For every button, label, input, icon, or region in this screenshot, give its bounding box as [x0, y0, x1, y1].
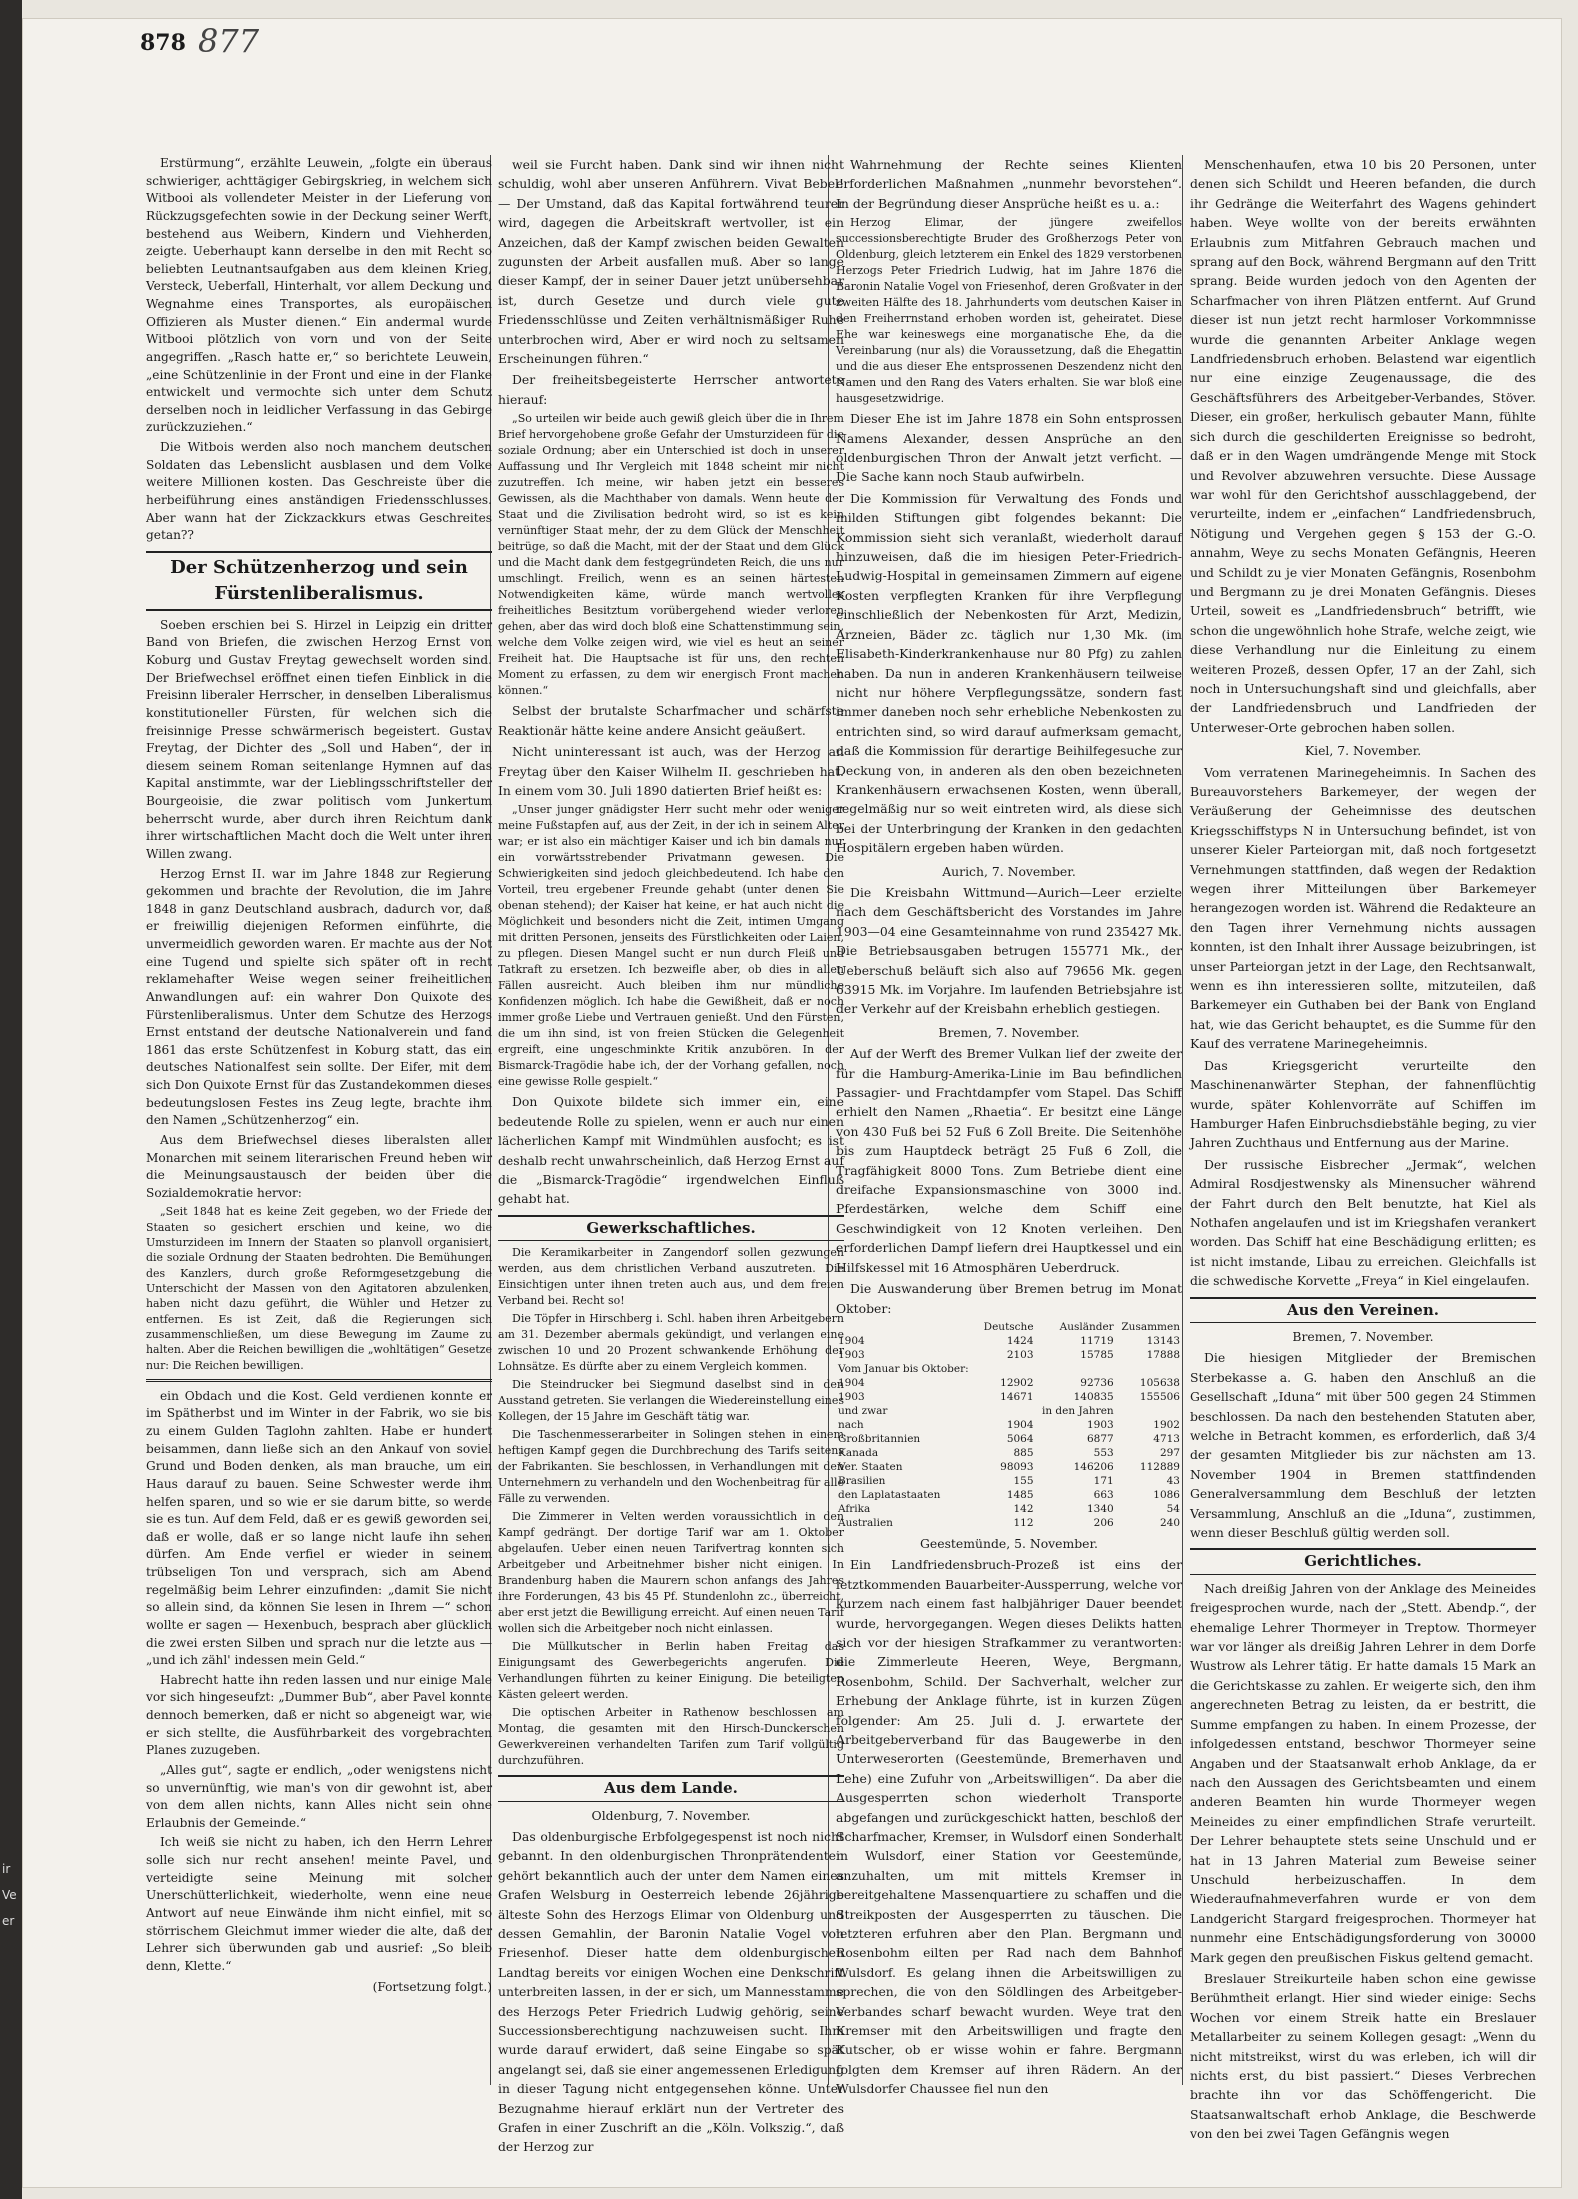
news-item: Die optischen Arbeiter in Rathenow beschlossen am Montag, die gesamten mit den Hirsch-Dunckerschen Gewerkvereinen verhandelten Tarifen zum Tarif vollgültig durchzuführen. [498, 1706, 844, 1768]
table-cell: 155 [1013, 1474, 1034, 1487]
table-cell [1036, 1362, 1116, 1376]
news-item: Die Steindrucker bei Siegmund daselbst sind in den Ausstand getreten. Sie verlangen die Wiedereinstellung eines Kollegen, der 15 Jahre im Geschäft tätig war. [498, 1378, 844, 1424]
handwritten-page-number: 877 [198, 22, 260, 60]
table-cell: 1904 [838, 1376, 865, 1389]
table-cell: 54 [1166, 1502, 1180, 1515]
dateline: Bremen, 7. November. [938, 1024, 1080, 1040]
quoted-letter: „Unser junger gnädigster Herr sucht mehr oder weniger meine Fußstapfen auf, aus der Zeit, in der ich in seinem Alter war; er ist also ein mächtiger Kaiser und ich bin damals nur ein vorwärtsstrebender Privatmann gewesen. Die Schwierigkeiten sind jedoch gleichbedeutend. Ich habe den Vorteil, treu ergebener Freunde gehabt (unter denen Sie obenan stehend); der Kaiser hat keine, er hat auch nicht die Möglichkeit und besonders nicht die Zeit, intimen Umgang mit dritten Personen, jenseits des Fürstlichkeiten oder Laien, zu pflegen. Diesen Mangel sucht er nun durch Fleiß und Tatkraft zu ersetzen. Ich bezweifle aber, ob dies in allen Fällen ausreicht. Auch bleiben ihm nur mündliche Konfidenzen möglich. Ich habe die Gewißheit, daß er noch immer große Liebe und Vertrauen genießt. Und den Fürsten, die um ihn sind, ist von freien Stücken die Gelegenheit ergreift, eine ungeschminkte Kritik anzubören. In der Bismarck-Tragödie habe ich, der der Vorhang gefallen, noch eine gewisse Rolle gespielt.“ [498, 803, 844, 1089]
table-cell: 15785 [1080, 1348, 1114, 1361]
table-cell: nach [838, 1418, 864, 1431]
article-paragraph: Selbst der brutalste Scharfmacher und schärfste Reaktionär hätte keine andere Ansicht geäußert. [498, 703, 844, 738]
news-item: Die hiesigen Mitglieder der Bremischen Sterbekasse a. G. haben den Anschluß an die Gesellschaft „Iduna“ mit über 500 gegen 24 Stimmen beschlossen. Da nach den bestehenden Statuten aber, welche in Betracht kommen, es erforderlich, daß 3/4 der gesamten Mitglieder bis zur nächsten am 13. November 1904 in Bremen stattfindenden Generalversammlung dem Beschluß der letzten Versammlung, Anschluß an die „Iduna“, zustimmen, wenn dieser Beschluß gültig werden soll. [1190, 1350, 1536, 1541]
section-heading: Gerichtliches. [1190, 1548, 1536, 1574]
table-cell [979, 1404, 1036, 1418]
table-row [836, 1432, 1182, 1446]
news-item: Das Kriegsgericht verurteilte den Maschinenanwärter Stephan, der fahnenflüchtig wurde, später Kohlenvorräte auf Schiffen im Hamburger Hafen Einbruchsdiebstähle beging, zu vier Jahren Zuchthaus und Entfernung aus der Marine. [1190, 1057, 1536, 1151]
news-item: Die Töpfer in Hirschberg i. Schl. haben ihren Arbeitgebern am 31. Dezember abermals gekündigt, und verlangen eine zwischen 10 und 20 Prozent schwankende Erhöhung der Lohnsätze. Es dürfte aber zu einem Vergleich kommen. [498, 1312, 844, 1374]
table-cell [979, 1362, 1036, 1376]
table-cell: 140835 [1073, 1390, 1114, 1403]
left-binding-strip [0, 0, 22, 2199]
table-row [836, 1446, 1182, 1460]
news-item: Nach dreißig Jahren von der Anklage des Meineides freigesprochen wurde, nach der „Stett. Abendp.“, der ehemalige Lehrer Thormeyer in Treptow. Thormeyer war vor länger als dreißig Jahren Lehrer in dem Dorfe Wustrow als Lehrer tätig. Er hatte damals 15 Mark an die Gerichtskasse zu zahlen. Er weigerte sich, den ihm angerechneten Betrag zu leisten, da er bestritt, die Summe empfangen zu haben. In einem Prozesse, der infolgedessen entstand, beschwor Thormeyer seine Angaben und der Staatsanwalt erhob Anklage, da er nach den Aussagen des Gerichtsbeamten und einem anderen Beamten hin wurde Thormeyer wegen Meineides zu einer empfindlichen Strafe verurteilt. Der Lehrer behauptete stets seine Unschuld und er hat in 13 Jahren Material zum Beweise seiner Unschuld herbeizuschaffen. In dem Wiederaufnahmeverfahren wurde er von dem Landgericht Stargard freigesprochen. Thormeyer hat nunmehr eine Entschädigungsforderung von 30000 Mark gegen den preußischen Fiskus geltend gemacht. [1190, 1580, 1536, 1965]
table-cell: 142 [1013, 1502, 1034, 1515]
table-row [836, 1502, 1182, 1516]
table-cell: Ver. Staaten [838, 1460, 903, 1473]
table-cell: Großbritannien [838, 1432, 921, 1445]
news-item: Vom verratenen Marinegeheimnis. In Sachen des Bureauvorstehers Barkemeyer, der wegen der Veräußerung der Geheimnisse des deutschen Kriegsschiffstyps N in Untersuchung befindet, ist von unserer Kieler Parteiorgan mit, daß noch fortgesetzt Vernehmungen stattfinden, daß wegen der Redaktion wegen ihrer Mitteilungen über Barkemeyer herangezogen worden ist. Während die Redakteure an den Tagen ihrer Vernehmung nichts aussagen konnten, ist den Inhalt ihrer Aussage beizubringen, ist unser Parteiorgan jetzt in der Lage, den Rechtsanwalt, wenn es ihn interessieren sollte, mitzuteilen, daß Barkemeyer ein Guthaben bei der Bank von England hat, wie das Gericht behauptet, es die Summe für den Kauf des verratene Marinegeheimnis. [1190, 764, 1536, 1052]
table-row [836, 1460, 1182, 1474]
article-heading: Der Schützenherzog und sein Fürstenliberalismus. [146, 551, 492, 611]
table-cell: den Laplatastaaten [838, 1488, 941, 1501]
continuation-note: (Fortsetzung folgt.) [372, 1980, 492, 1995]
quoted-letter: „Seit 1848 hat es keine Zeit gegeben, wo der Friede der Staaten so gesichert erschien und keine, wo die Umsturzideen im Innern der Staaten so planvoll organisiert, die soziale Ordnung der Staaten bedrohten. Die Bemühungen des Kanzlers, durch große Reformgesetzgebung die Unterschicht der Massen von den Agitatoren abzulenken, haben nicht dazu geführt, die Wühler und Hetzer zu entfernen. Es ist Zeit, daß die Regierungen sich zusammenschließen, um diese Bewegung im Zaume zu halten. Aber die Reichen bewilligen die „wohltätigen“ Gesetze nur: Die Reichen bewilligen. [146, 1205, 492, 1372]
table-cell: 171 [1093, 1474, 1114, 1487]
news-item: Breslauer Streikurteile haben schon eine gewisse Berühmtheit erlangt. Hier sind wieder einige: Sechs Wochen vor einem Streik hatte ein Breslauer Metallarbeiter zu seinem Kollegen gesagt: „Wenn du nicht mitstreikst, wirst du was erleben, ich will dir nichts erst, du bist passiert.“ Dieses Verbrechen brachte ihn vor das Schöffengericht. Die Staatsanwaltschaft erhob Anklage, die Beschwerde von den bei zwei Tagen Gefängnis wegen [1190, 1970, 1536, 2142]
article-paragraph: Nicht uninteressant ist auch, was der Herzog an Freytag über den Kaiser Wilhelm II. geschrieben hat. In einem vom 30. Juli 1890 datierten Brief heißt es: [498, 744, 844, 798]
table-cell: 92736 [1080, 1376, 1114, 1389]
news-item: Die Auswanderung über Bremen betrug im Monat Oktober: [836, 1281, 1182, 1316]
article-paragraph: Aus dem Briefwechsel dieses liberalsten aller Monarchen mit seinem literarischen Freund heben wir die Meinungsaustausch der beiden über die Sozialdemokratie hervor: [146, 1132, 492, 1200]
table-cell: 4713 [1153, 1432, 1180, 1445]
table-row [836, 1404, 1182, 1418]
column-3 [836, 155, 1182, 2101]
emigration-table [836, 1320, 1182, 1530]
table-cell: 1340 [1086, 1502, 1114, 1515]
table-cell: 885 [1013, 1446, 1034, 1459]
feuilleton-paragraph: ein Obdach und die Kost. Geld verdienen konnte er im Spätherbst und im Winter in der Fabrik, wo sie bis zu einem Gulden Taglohn zahlten. Habe er hundert beisammen, dann ließe sich an den Ankauf von soviel Grund und Boden denken, als man brauche, um ein Haus darauf zu bauen. Seine Schwester werde ihm helfen sparen, und so wie er sie darum bitte, so werde sie es tun. Auf dem Feld, daß er es gewiß geworden sei, daß er wolle, daß er so lange nicht laufe ihn sehen dürfen. Am Ende verfiel er wieder in seinem trübseligen Ton und versprach, sich am Abend regelmäßig beim Lehrer einzufinden: „damit Sie nicht so allein sind, da können Sie lesen in Ihrem —“ schon wollte er sagen — Hexenbuch, besprach aber glücklich die zwei ersten Silben und sprach nur die letzte aus — „und ich zähl' indessen mein Geld.“ [146, 1388, 492, 1668]
table-row [836, 1390, 1182, 1404]
table-cell: 105638 [1139, 1376, 1180, 1389]
table-cell: Deutsche [983, 1320, 1034, 1333]
news-item: Die Müllkutscher in Berlin haben Freitag das Einigungsamt des Gewerbegerichts angerufen. Die Verhandlungen führten zu keiner Einigung. Die beteiligten Kästen geleert werden. [498, 1640, 844, 1702]
news-item: Der russische Eisbrecher „Jermak“, welchen Admiral Rosdjestwensky als Minensucher während der Fahrt durch den Belt benutzte, hat Kiel als Nothafen angelaufen und ist im Kriegshafen verankert worden. Das Schiff hat eine Beschädigung erlitten; es ist nicht imstande, Libau zu erreichen. Gleichfalls ist die schwedische Korvette „Freya“ in Kiel eingelaufen. [1190, 1156, 1536, 1289]
feuilleton-paragraph: Habrecht hatte ihn reden lassen und nur einige Male vor sich hingeseufzt: „Dummer Bub“, aber Pavel konnte dennoch bemerken, daß er nicht so abgeneigt war, wie er sich stellte, die Ausführbarkeit des vorgebrachten Planes zuzugeben. [146, 1672, 492, 1758]
margin-fragment: er [2, 1914, 15, 1928]
news-item: Die Keramikarbeiter in Zangendorf sollen gezwungen werden, aus dem christlichen Verband auszutreten. Die Einsichtigen unter ihnen treten auch aus, und dem freien Verband bei. Recht so! [498, 1246, 844, 1308]
page-number: 878 [140, 30, 186, 56]
table-cell: 1904 [838, 1334, 865, 1347]
table-cell [1116, 1404, 1182, 1418]
table-cell: 2103 [1006, 1348, 1034, 1361]
news-item: Auf der Werft des Bremer Vulkan lief der zweite der für die Hamburg-Amerika-Linie im Bau befindlichen Passagier- und Frachtdampfer vom Stapel. Das Schiff erhielt den Namen „Rhaetia“. Er besitzt eine Länge von 430 Fuß bei 52 Fuß 6 Zoll Breite. Die Seitenhöhe bis zum Hauptdeck beträgt 25 Fuß 6 Zoll, die Tragfähigkeit 8000 Tons. Zum Betriebe dient eine dreifache Expansionsmaschine von 3000 ind. Pferdestärken, welche dem Schiff eine Geschwindigkeit von 12 Knoten verleihen. Den erforderlichen Dampf liefern drei Hauptkessel und ein Hilfskessel mit 16 Atmosphären Ueberdruck. [836, 1046, 1182, 1275]
table-cell: 663 [1093, 1488, 1114, 1501]
margin-fragment: Ve [2, 1888, 17, 1902]
column-4 [1190, 155, 1536, 2146]
article-paragraph: Erstürmung“, erzählte Leuwein, „folgte ein überaus schwieriger, achttägiger Gebirgskrieg, in welchem sich Witbooi als vollendeter Meister in der Lieferung von Rückzugsgefechten sowie in der Deckung seiner Werft, bestehend aus Weibern, Kindern und Viehherden, zeigte. Ueberhaupt kann derselbe in den mit Recht so beliebten Leutnantsaufgaben aus dem kleinen Krieg, Versteck, Ueberfall, Hinterhalt, vor allem Deckung und Wegnahme eines Transportes, als europäischen Offizieren als Muster dienen.“ Ein andermal wurde Witbooi plötzlich von vorn und von der Seite angegriffen. „Rasch hatte er,“ so berichtete Leuwein, „eine Schützenlinie in der Front und eine in der Flanke entwickelt und vermochte sich unter dem Schutz derselben noch in leidlicher Verfassung in das Gebirge zurückzuziehen.“ [146, 156, 492, 435]
news-item: Die Zimmerer in Velten werden voraussichtlich in den Kampf gedrängt. Der dortige Tarif war am 1. Oktober abgelaufen. Ueber einen neuen Tarifvertrag konnten sich Arbeitgeber und Arbeitnehmer bisher nicht einigen. In Brandenburg haben die Maurern schon anfangs des Jahres ihre Forderungen, 43 bis 45 Pf. Stundenlohn zc., überreicht, aber erst jetzt die Bewilligung erreicht. Auf einen neuen Tarif wollen sich die Arbeitgeber noch nicht einlassen. [498, 1510, 844, 1636]
quoted-text: Herzog Elimar, der jüngere zweifellos successionsberechtigte Bruder des Großherzogs Peter von Oldenburg, gleich letzterem ein Enkel des 1829 verstorbenen Herzogs Peter Friedrich Ludwig, hat im Jahre 1876 die Baronin Natalie Vogel von Friesenhof, deren Großvater in der zweiten Hälfte des 18. Jahrhunderts vom deutschen Kaiser in den Freiherrnstand erhoben worden ist, geheiratet. Diese Ehe war keineswegs eine morganatische Ehe, da die Vereinbarung (nur als) die Voraussetzung, daß die Ehegattin und die aus dieser Ehe entsprossenen Deszendenz nicht den Namen und den Rang des Vaters erhalten. Sie war bloß eine hausgesetzwidrige. [836, 216, 1182, 406]
table-row [836, 1376, 1182, 1390]
news-item: Die Kreisbahn Wittmund—Aurich—Leer erzielte nach dem Geschäftsbericht des Vorstandes im Jahre 1903—04 eine Gesamteinnahme von rund 235427 Mk. Die Betriebsausgaben betrugen 155771 Mk., der Ueberschuß beläuft sich also auf 79656 Mk. gegen 63915 Mk. im Vorjahre. Im laufenden Betriebsjahre ist der Verkehr auf der Kreisbahn erheblich gestiegen. [836, 884, 1182, 1017]
table-cell: 553 [1093, 1446, 1114, 1459]
table-cell: 1485 [1006, 1488, 1034, 1501]
table-cell: 1903 [1086, 1418, 1114, 1431]
article-paragraph: Der freiheitsbegeisterte Herrscher antwortete hierauf: [498, 372, 844, 407]
article-paragraph: Soeben erschien bei S. Hirzel in Leipzig ein dritter Band von Briefen, die zwischen Herzog Ernst von Koburg und Gustav Freytag gewechselt worden sind. Der Briefwechsel eröffnet einen tiefen Einblick in die Freisinn liberaler Herrscher, in denselben Liberalismus konstitutioneller Fürsten, für welchen sich die freisinnige Presse schwärmerisch begeistert. Gustav Freytag, der Dichter des „Soll und Haben“, der in diesem seinem Roman seitenlange Hymnen auf das Kapital anstimmte, war der Lieblingsschriftsteller der Bourgeoisie, die zwar politisch vom Junkertum beherrscht wurde, aber durch ihren Reichtum dank ihrer wirtschaftlichen Macht doch die Welt unter ihren Willen zwang. [146, 617, 492, 861]
news-item: Die Taschenmesserarbeiter in Solingen stehen in einem heftigen Kampf gegen die Durchbrechung des Tarifs seitens der Fabrikanten. Sie beschlossen, in Verhandlungen mit den Unternehmern zu verhandeln und den Wochenbeitrag für alle Fälle zu verwenden. [498, 1428, 844, 1506]
table-cell: 1904 [1006, 1418, 1034, 1431]
table-cell: 98093 [1000, 1460, 1034, 1473]
table-cell: Brasilien [838, 1474, 886, 1487]
table-cell: Vom Januar bis Oktober: [838, 1362, 969, 1375]
feuilleton-paragraph: Ich weiß sie nicht zu haben, ich den Herrn Lehrer solle sich nur recht ansehen! meinte Pavel, und verteidigte seine Meinung mit solcher Unerschütterlichkeit, wiederholte, wenn eine neue Antwort auf neue Einwände ihm nicht einfiel, mit so störrischem Gleichmut immer wieder die alte, daß der Lehrer sich überwunden gab und ausrief: „So bleib denn, Klette.“ [146, 1835, 492, 1973]
table-cell: 1424 [1006, 1334, 1034, 1347]
table-cell: in den Jahren [1041, 1404, 1114, 1417]
table-cell: 112 [1013, 1516, 1034, 1529]
feuilleton-paragraph: „Alles gut“, sagte er endlich, „oder wenigstens nicht so unvernünftig, wie man's von dir gewohnt ist, aber von dem allen nichts, kann Alles nicht sein ohne Erlaubnis der Gemeinde.“ [146, 1762, 492, 1830]
table-row [836, 1516, 1182, 1530]
table-row [836, 1348, 1182, 1362]
article-paragraph: Dieser Ehe ist im Jahre 1878 ein Sohn entsprossen Namens Alexander, dessen Ansprüche an den oldenburgischen Thron der Anwalt jetzt verficht. — Die Sache kann noch Staub aufwirbeln. [836, 411, 1182, 485]
table-cell: 13143 [1146, 1334, 1180, 1347]
table-cell: 297 [1159, 1446, 1180, 1459]
table-cell: 17888 [1146, 1348, 1180, 1361]
dateline: Oldenburg, 7. November. [591, 1807, 751, 1823]
margin-fragment: ir [2, 1862, 11, 1876]
table-row [836, 1418, 1182, 1432]
table-row [836, 1320, 1182, 1334]
table-cell: Zusammen [1121, 1320, 1180, 1333]
article-paragraph: Die Witbois werden also noch manchem deutschen Soldaten das Lebenslicht ausblasen und dem Volke weitere Millionen kosten. Das Geschreiste über die herbeiführung eines anständigen Friedensschlusses. Aber wann hat der Zickzackkurs etwas Geschreites getan?? [146, 440, 492, 543]
feuilleton-separator [146, 1379, 492, 1382]
quoted-letter: „So urteilen wir beide auch gewiß gleich über die in Ihrem Brief hervorgehobene große Gefahr der Umsturzideen für die soziale Ordnung; aber ein Unterschied ist doch in unserer Auffassung und Ihr Vergleich mit 1848 scheint mir nicht zuzutreffen. Ich meine, wir haben jetzt ein besseres Gewissen, als die Machthaber von damals. Wenn heute der Staat und die Zivilisation bedroht wird, so ist es kein vernünftiger Staat mehr, der zu dem Glück der Menschheit beitrüge, so daß die Macht, mit der der Staat und dem Glück und die Macht dank dem festgegründeten Reich, die uns nur umschlingt. Freilich, wenn es an seinen härtesten Notwendigkeiten käme, würde manch wertvolles freiheitliches Besitztum vorübergehend wieder verloren gehen, aber das wird doch bloß eine Schattenstimmung sein, welche dem Volke zeigen wird, wie viel es heut an seiner Freiheit hat. Die Hauptsache ist für uns, den rechten Moment zu erfassen, zu dem wir energisch Front machen können.“ [498, 412, 844, 698]
dateline: Geestemünde, 5. November. [920, 1535, 1098, 1551]
article-paragraph: Herzog Ernst II. war im Jahre 1848 zur Regierung gekommen und brachte der Revolution, die im Jahre 1848 in ganz Deutschland ausbrach, dadurch vor, daß er freiwillig diejenigen Reformen einführte, die unvermeidlich geworden waren. Er machte aus der Not eine Tugend und spielte sich später oft in recht reklamehafter Weise wegen seiner freiheitlichen Anwandlungen auf: ein wahrer Don Quixote des Fürstenliberalismus. Unter dem Schutze des Herzogs Ernst entstand der deutsche Nationalverein und fand 1861 das erste Schützenfest in Koburg statt, das ein deutsches Nationalfest sein sollte. Der Eifer, mit dem sich Don Quixote Ernst für das Zustandekommen dieses bedeutungslosen Festes ins Zeug legte, brachte ihm den Namen „Schützenherzog“ ein. [146, 866, 492, 1128]
dateline: Aurich, 7. November. [942, 863, 1076, 879]
table-cell: 5064 [1006, 1432, 1034, 1445]
table-cell: 146206 [1073, 1460, 1114, 1473]
column-2 [498, 155, 844, 2159]
table-cell: 6877 [1086, 1432, 1114, 1445]
section-heading: Aus dem Lande. [498, 1775, 844, 1801]
section-heading: Gewerkschaftliches. [498, 1215, 844, 1241]
table-row [836, 1334, 1182, 1348]
table-cell: Ausländer [1059, 1320, 1114, 1333]
table-cell: 112889 [1139, 1460, 1180, 1473]
table-cell: Afrika [838, 1502, 871, 1515]
news-item: Die Kommission für Verwaltung des Fonds und milden Stiftungen gibt folgendes bekannt: Die Kommission sieht sich veranlaßt, wiederholt darauf hinzuweisen, daß die im hiesigen Peter-Friedrich-Ludwig-Hospital in gemeinsamen Zimmern auf eigene Kosten verpflegten Kranken für ihre Verpflegung einschließlich der Nebenkosten für Arzt, Medizin, Arzneien, Bäder zc. täglich nur 1,30 Mk. (im Elisabeth-Kinderkrankenhause nur 80 Pfg) zu zahlen haben. Da nun in anderen Krankenhäusern teilweise nicht nur höhere Verpflegungssätze, sondern fast immer daneben noch sehr erhebliche Nebenkosten zu entrichten sind, so wird darauf aufmerksam gemacht, daß die Kommission für derartige Beihilfegesuche zur Deckung von, in anderen als den oben bezeichneten Krankenhäusern erwachsenen Kosten, wenn überall, regelmäßig nur so weit eintreten wird, als diese sich bei der Unterbringung der Kranken in den gedachten Hospitälern ergeben haben würden. [836, 490, 1182, 856]
table-cell: 12902 [1000, 1376, 1034, 1389]
article-paragraph: Wahrnehmung der Rechte seines Klienten erforderlichen Maßnahmen „nunmehr bevorstehen“. In der Begründung dieser Ansprüche heißt es u. a.: [836, 157, 1182, 211]
article-paragraph: Don Quixote bildete sich immer ein, eine bedeutende Rolle zu spielen, wenn er auch nur einen lächerlichen Kampf mit Windmühlen ausfocht; es ist deshalb recht unwahrscheinlich, daß Herzog Ernst auf die „Bismarck-Tragödie“ irgendwelchen Einfluß gehabt hat. [498, 1094, 844, 1207]
dateline: Bremen, 7. November. [1292, 1328, 1434, 1344]
news-item: Menschenhaufen, etwa 10 bis 20 Personen, unter denen sich Schildt und Heeren befanden, die durch ihr Gedränge die Weiterfahrt des Wagens gehindert haben. Weye wollte von der bereits erwähnten Erlaubnis zum Mitfahren Gebrauch machen und sprang auf den Bock, während Bergmann auf den Tritt sprang. Beide wurden jedoch von den Agenten der Scharfmacher von ihren Plätzen entfernt. Auf Grund dieser ist nun jetzt recht harmloser Vorkommnisse wurde die genannten Arbeiter Anklage wegen Landfriedensbruch erhoben. Belastend war eigentlich nur eine einzige Zeugenaussage, die des Geschäftsführers des Arbeitgeber-Verbandes, Stöver. Dieser, ein großer, herkulisch gebauter Mann, fühlte sich durch die geschilderten Ereignisse so bedroht, daß er in den Wagen umdrängende Menge mit Stock und Revolver abzuwehren versuchte. Diese Aussage war wohl für den Gerichtshof ausschlaggebend, der verurteilte, indem er „einfachen“ Landfriedensbruch, Nötigung und Vergehen gegen § 153 der G.-O. annahm, Weye zu sechs Monaten Gefängnis, Heeren und Schildt zu je vier Monaten Gefängnis, Rosenbohm und Bergmann zu je drei Monaten Gefängnis. Dieses Urteil, soweit es „Landfriedensbruch“ betrifft, wie schon die ungewöhnlich hohe Strafe, welche zeigt, wie diese Verhandlung nur die Einleitung zu einem weiteren Prozeß, dessen Opfer, 17 an der Zahl, sich noch in Untersuchungshaft sind und gleichfalls, aber der Landfriedensbruch und Landfrieden der Unterweser-Orte gebrochen haben sollen. [1190, 157, 1536, 735]
table-cell: 14671 [1000, 1390, 1034, 1403]
table-cell [836, 1320, 979, 1334]
table-cell: 11719 [1080, 1334, 1114, 1347]
table-cell: 1902 [1153, 1418, 1180, 1431]
table-cell: 206 [1093, 1516, 1114, 1529]
section-heading: Aus den Vereinen. [1190, 1297, 1536, 1323]
table-cell: und zwar [838, 1404, 888, 1417]
dateline: Kiel, 7. November. [1304, 743, 1422, 759]
table-cell: 1903 [838, 1348, 865, 1361]
table-cell: 1086 [1153, 1488, 1180, 1501]
table-cell: Australien [838, 1516, 893, 1529]
table-row [836, 1474, 1182, 1488]
table-cell: 43 [1166, 1474, 1180, 1487]
news-item: Das oldenburgische Erbfolgegespenst ist noch nicht gebannt. In den oldenburgischen Thronprätendenten gehört bekanntlich auch der unter dem Namen eines Grafen Welsburg in Oesterreich lebende 26jährige älteste Sohn des Herzogs Elimar von Oldenburg und dessen Gemahlin, der Baronin Natalie Vogel von Friesenhof. Dieser hatte dem oldenburgischen Landtag bereits vor einigen Wochen eine Denkschrift unterbreiten lassen, in der er sich, um Mannesstamme des Herzogs Peter Friedrich Ludwig gehörig, seine Successionsberechtigung nachzuweisen sucht. Ihm wurde darauf erwidert, daß seine Eingabe so spät angelangt sei, daß sie einer angemessenen Erledigung in dieser Tagung nicht entgegensehen könne. Unter Bezugnahme hierauf erklärt nun der Vertreter des Grafen in einer Zuschrift an die „Köln. Volkszig.“, daß der Herzog zur [498, 1828, 844, 2155]
table-row [836, 1362, 1182, 1376]
table-cell: 240 [1159, 1516, 1180, 1529]
table-cell: 1903 [838, 1390, 865, 1403]
news-item: Ein Landfriedensbruch-Prozeß ist eins der letztkommenden Bauarbeiter-Aussperrung, welche vor kurzem nach einem fast halbjähriger Dauer beendet wurde, hervorgegangen. Wegen dieses Delikts hatten sich vor der hiesigen Strafkammer zu verantworten: die Zimmerleute Heeren, Weye, Bergmann, Rosenbohm, Schild. Der Sachverhalt, welcher zur Erhebung der Anklage führte, ist in kurzen Zügen folgender: Am 25. Juli d. J. erwartete der Arbeitgeberverband für das Baugewerbe in den Unterweserorten (Geestemünde, Bremerhaven und Lehe) eine Zufuhr von „Arbeitswilligen“. Da aber die Ausgesperrten schon wiederholt Transporte abgefangen und zurückgeschickt hatten, beschloß der Scharfmacher, Kremser, in Wulsdorf einen Sonderhalt in Wulsdorf, einer Station vor Geestemünde, anzuhalten, um mit mittels Kremser in bereitgehaltene Massenquartiere zu schaffen und die Streikposten der Ausgesperrten zu täuschen. Die letzteren erfuhren aber den Plan. Bergmann und Rosenbohm eilten per Rad nach dem Bahnhof Wulsdorf. Es gelang ihnen die Arbeitswilligen zu sprechen, die von den Söldlingen des Arbeitgeber-Verbandes scharf bewacht wurden. Weye trat den Kremser mit den Arbeitswilligen und fragte den Kutscher, ob er wisse wohin er fahre. Bergmann folgten dem Kremser auf ihren Rädern. An der Wulsdorfer Chaussee fiel nun den [836, 1557, 1182, 2097]
table-row [836, 1488, 1182, 1502]
table-cell [1116, 1362, 1182, 1376]
table-cell: 155506 [1139, 1390, 1180, 1403]
table-cell: Kanada [838, 1446, 879, 1459]
article-paragraph: weil sie Furcht haben. Dank sind wir ihnen nicht schuldig, wohl aber unseren Anführern. Vivat Bebel! — Der Umstand, daß das Kapital fortwährend teurer wird, dagegen die Arbeitskraft wertvoller, ist ein Anzeichen, daß der Kampf zwischen beiden Gewalten zugunsten der Arbeit ausfallen muß. Aber so lange dieser Kampf, der in seiner Dauer jetzt unübersehbar ist, durch Gesetze und durch viele gute Friedensschlüsse und Zeiten verhältnismäßiger Ruhe unterbrochen wird, Aber er wird noch zu seltsamen Erscheinungen führen.“ [498, 157, 844, 367]
column-rule [1182, 155, 1183, 2085]
column-1 [146, 155, 492, 1997]
